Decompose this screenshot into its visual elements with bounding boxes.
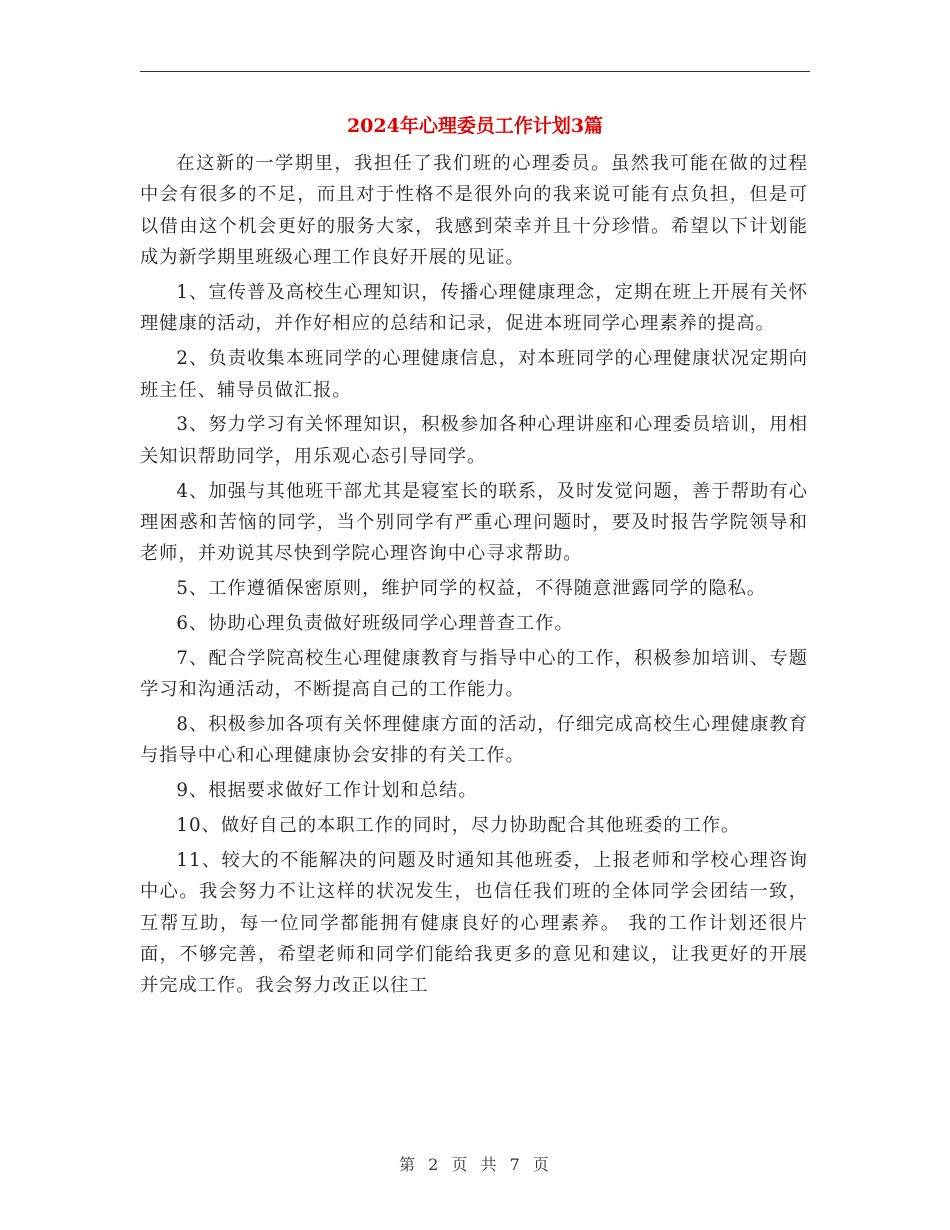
document-title: 2024年心理委员工作计划3篇 — [346, 115, 604, 137]
plan-item-7: 7、配合学院高校生心理健康教育与指导中心的工作，积极参加培训、专题学习和沟通活动，不断提高自己的工作能力。 — [140, 647, 808, 701]
plan-item-4: 4、加强与其他班干部尤其是寝室长的联系，及时发觉问题，善于帮助有心理困惑和苦恼的同学，当个别同学有严重心理问题时，要及时报告学院领导和老师，并劝说其尽快到学院心理咨询中心寻求帮助。 — [140, 480, 808, 565]
plan-item-9: 9、根据要求做好工作计划和总结。 — [176, 780, 478, 802]
plan-item-1: 1、宣传普及高校生心理知识，传播心理健康理念，定期在班上开展有关怀理健康的活动，并作好相应的总结和记录，促进本班同学心理素养的提高。 — [140, 282, 808, 335]
plan-item-10: 10、做好自己的本职工作的同时，尽力协助配合其他班委的工作。 — [176, 815, 741, 837]
document-body — [140, 148, 808, 1005]
page-number-footer: 第 2 页 共 7 页 — [399, 1155, 551, 1174]
header-rule — [140, 71, 810, 72]
plan-item-5: 5、工作遵循保密原则，维护同学的权益，不得随意泄露同学的隐私。 — [176, 578, 767, 600]
plan-item-3: 3、努力学习有关怀理知识，积极参加各种心理讲座和心理委员培训，用相关知识帮助同学，用乐观心态引导同学。 — [140, 414, 808, 467]
plan-item-8: 8、积极参加各项有关怀理健康方面的活动，仔细完成高校生心理健康教育与指导中心和心理健康协会安排的有关工作。 — [140, 714, 808, 767]
intro-paragraph: 在这新的一学期里，我担任了我们班的心理委员。虽然我可能在做的过程中会有很多的不足，而且对于性格不是很外向的我来说可能有点负担，但是可以借由这个机会更好的服务大家，我感到荣幸并且十分珍惜。希望以下计划能成为新学期里班级心理工作良好开展的见证。 — [140, 153, 808, 269]
plan-item-2: 2、负责收集本班同学的心理健康信息，对本班同学的心理健康状况定期向班主任、辅导员做汇报。 — [140, 348, 808, 401]
plan-item-11: 11、较大的不能解决的问题及时通知其他班委，上报老师和学校心理咨询中心。我会努力不让这样的状况发生，也信任我们班的全体同学会团结一致，互帮互助，每一位同学都能拥有健康良好的心理素养。 我的工作计划还很片面，不够完善，希望老师和同学们能给我更多的意见和建议，让我更好的开展并完成工作。我会努力改正以往工 — [140, 849, 808, 997]
plan-item-6: 6、协助心理负责做好班级同学心理普查工作。 — [176, 613, 574, 635]
